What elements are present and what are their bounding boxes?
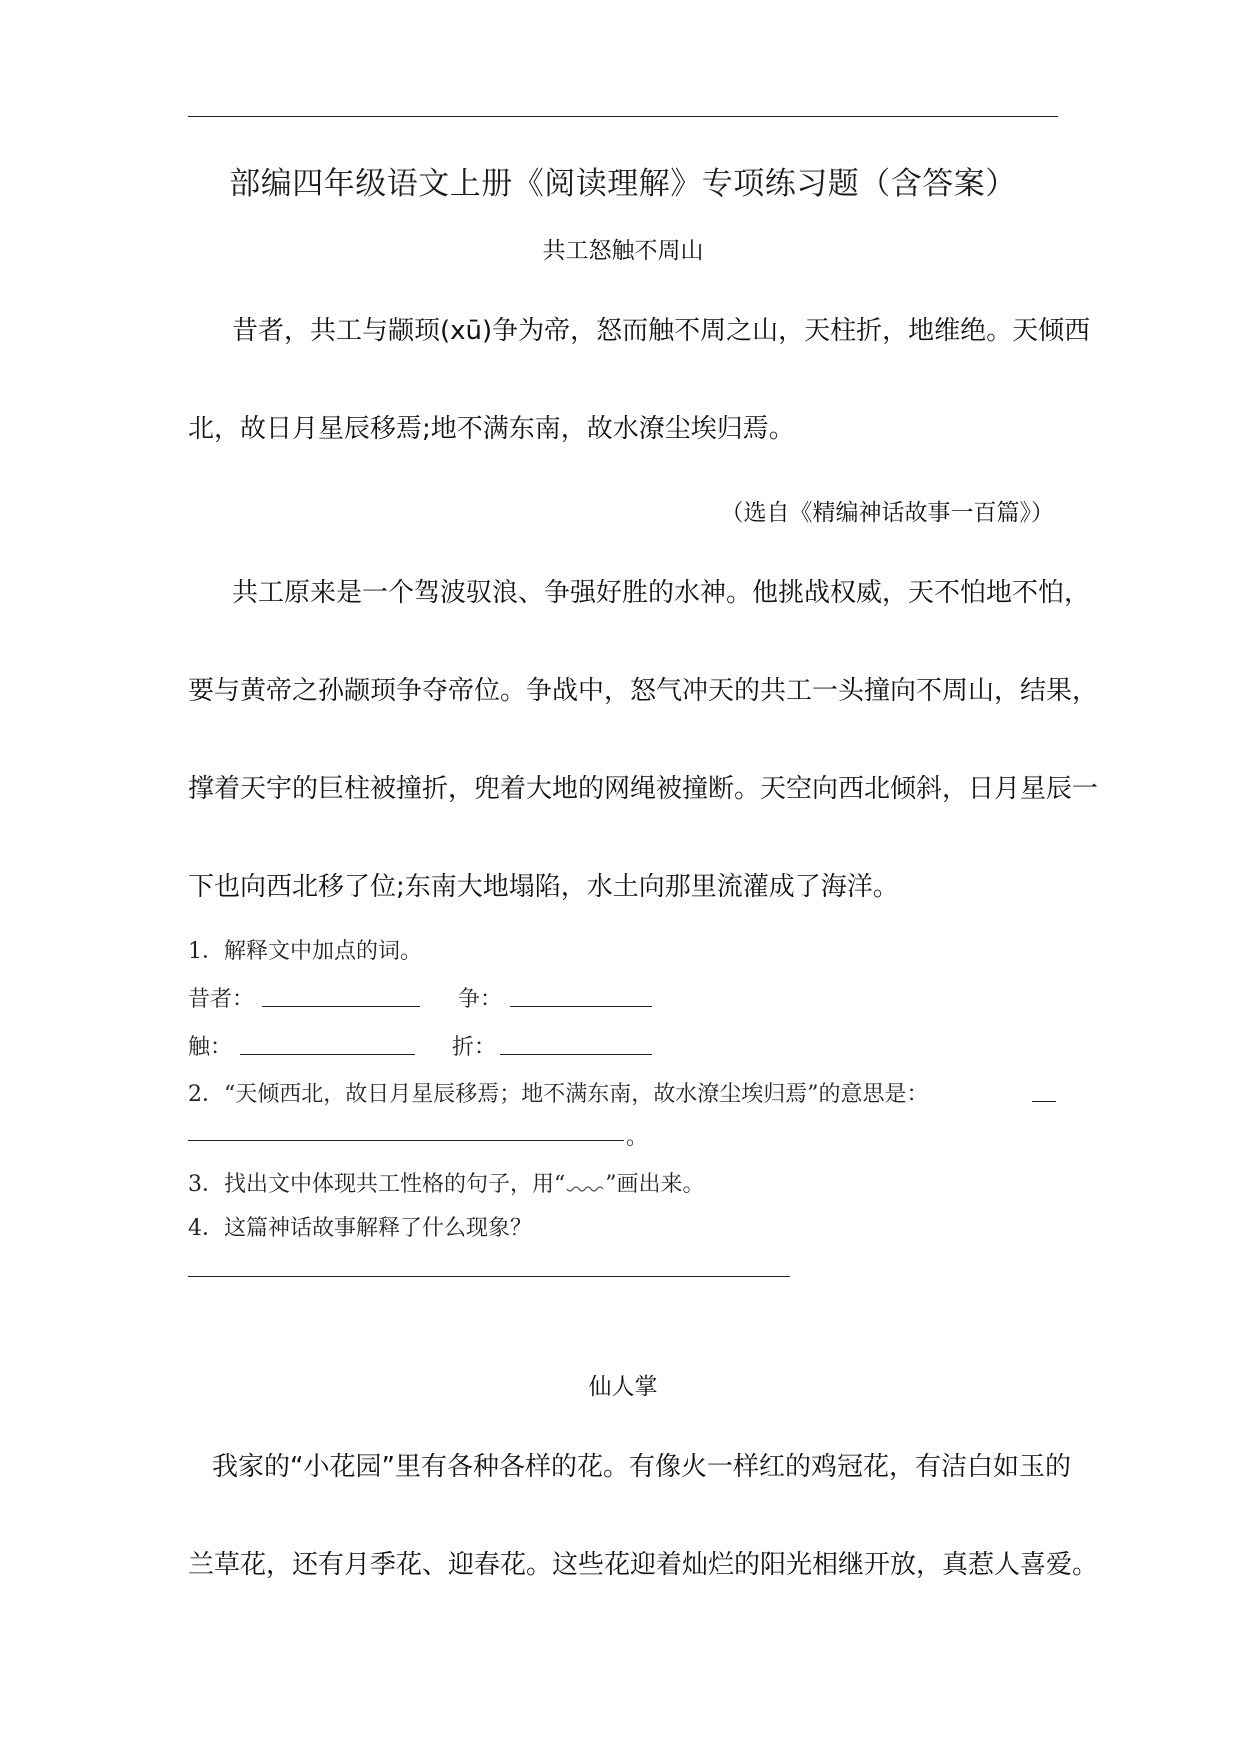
passage1-line-2: 北，故日月星辰移焉;地不满东南，故水潦尘埃归焉。 — [188, 414, 795, 444]
passage1-title: 共工怒触不周山 — [542, 238, 704, 264]
header-rule — [188, 116, 1058, 117]
q1-blank-zheng[interactable] — [510, 1006, 652, 1007]
question-3-text-start: 3．找出文中体现共工性格的句子，用“ — [188, 1172, 566, 1197]
question-2: 2．“天倾西北，故日月星辰移焉；地不满东南，故水潦尘埃归焉”的意思是： — [188, 1082, 929, 1107]
wavy-underline-icon — [565, 1181, 605, 1195]
question-3-text-end: ”画出来。 — [605, 1172, 705, 1197]
translation-line-1: 共工原来是一个驾波驭浪、争强好胜的水神。他挑战权威，天不怕地不怕， — [232, 578, 1091, 608]
q2-period: 。 — [626, 1125, 649, 1150]
q1-word-zhe: 折： — [452, 1035, 497, 1060]
passage1-source: （选自《精编神话故事一百篇》） — [720, 500, 1054, 526]
passage2-title: 仙人掌 — [588, 1374, 658, 1400]
passage2-line-2: 兰草花，还有月季花、迎春花。这些花迎着灿烂的阳光相继开放，真惹人喜爱。 — [188, 1550, 1099, 1580]
question-3 — [188, 1167, 705, 1198]
q1-blank-xizhe[interactable] — [262, 1006, 420, 1007]
passage1-line-1: 昔者，共工与颛顼(xū)争为帝，怒而触不周之山，天柱折，地维绝。天倾西 — [232, 316, 1091, 346]
q2-blank-start[interactable] — [1032, 1101, 1056, 1102]
translation-line-4: 下也向西北移了位;东南大地塌陷，水土向那里流灌成了海洋。 — [188, 872, 899, 902]
passage2-line-1: 我家的“小花园”里有各种各样的花。有像火一样红的鸡冠花，有洁白如玉的 — [212, 1452, 1071, 1482]
translation-line-2: 要与黄帝之孙颛顼争夺帝位。争战中，怒气冲天的共工一头撞向不周山，结果， — [188, 676, 1099, 706]
question-4: 4．这篇神话故事解释了什么现象？ — [188, 1216, 532, 1241]
q4-answer-blank[interactable] — [188, 1276, 790, 1277]
q2-blank[interactable] — [188, 1140, 624, 1141]
q1-word-chu: 触： — [188, 1035, 233, 1060]
q1-blank-chu[interactable] — [240, 1054, 415, 1055]
q1-word-zheng: 争： — [458, 987, 503, 1012]
question-1: 1．解释文中加点的词。 — [188, 939, 422, 964]
document-title: 部编四年级语文上册《阅读理解》专项练习题（含答案） — [229, 166, 1017, 202]
translation-line-3: 撑着天宇的巨柱被撞折，兜着大地的网绳被撞断。天空向西北倾斜，日月星辰一 — [188, 774, 1099, 804]
q1-word-xizhe: 昔者： — [188, 987, 255, 1012]
q1-blank-zhe[interactable] — [500, 1054, 652, 1055]
